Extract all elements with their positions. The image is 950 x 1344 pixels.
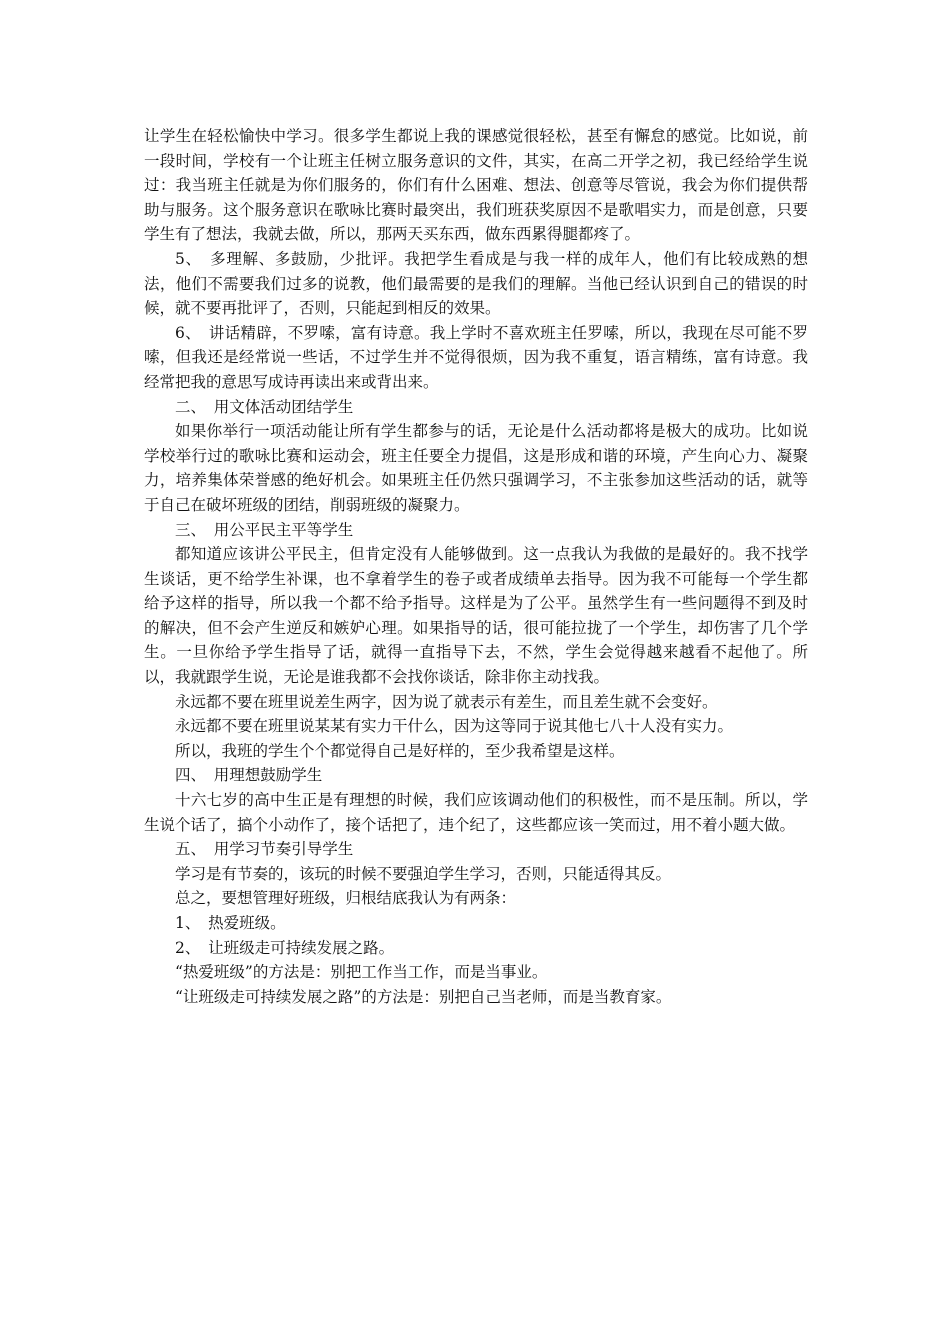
section-heading-4: 四、 用理想鼓励学生 [175, 766, 323, 785]
paragraph-section-4-body: 十六七岁的高中生正是有理想的时候，我们应该调动他们的积极性，而不是压制。所以，学生说个话了，搞个小动作了，接个话把了，违个纪了，这些都应该一笑而过，用不着小题大做。 [144, 791, 808, 834]
paragraph-1: 让学生在轻松愉快中学习。很多学生都说上我的课感觉很轻松，甚至有懈怠的感觉。比如说，前一段时间，学校有一个让班主任树立服务意识的文件，其实，在高二开学之初，我已经给学生说过：我当班主任就是为你们服务的，你们有什么困难、想法、创意等尽管说，我会为你们提供帮助与服务。这个服务意识在歌咏比赛时最突出，我们班获奖原因不是歌唱实力，而是创意，只要学生有了想法，我就去做，所以，那两天买东西，做东西累得腿都疼了。 [144, 127, 808, 244]
paragraph-section-2-body: 如果你举行一项活动能让所有学生都参与的话，无论是什么活动都将是极大的成功。比如说学校举行过的歌咏比赛和运动会，班主任要全力提倡，这是形成和谐的环境，产生向心力、凝聚力，培养集体荣誉感的绝好机会。如果班主任仍然只强调学习，不主张参加这些活动的话，就等于自己在破坏班级的团结，削弱班级的凝聚力。 [144, 422, 808, 514]
method-sustainable-development: “让班级走可持续发展之路”的方法是：别把自己当老师，而是当教育家。 [175, 987, 672, 1006]
paragraph-item-5: 5、 多理解、多鼓励，少批评。我把学生看成是与我一样的成年人，他们有比较成熟的想法，他们不需要我们过多的说教，他们最需要的是我们的理解。当他已经认识到自己的错误的时候，就不要再批评了，否则，只能起到相反的效果。 [144, 249, 808, 318]
document-page [144, 124, 808, 1009]
paragraph-conclusion-3: 所以，我班的学生个个都觉得自己是好样的，至少我希望是这样。 [175, 741, 625, 760]
paragraph-item-6: 6、 讲话精辟，不罗嗦，富有诗意。我上学时不喜欢班主任罗嗦，所以，我现在尽可能不罗嗦，但我还是经常说一些话，不过学生并不觉得很烦，因为我不重复，语言精练，富有诗意。我经常把我的意思写成诗再读出来或背出来。 [144, 323, 808, 391]
paragraph-section-5-body: 学习是有节奏的，该玩的时候不要强迫学生学习，否则，只能适得其反。 [175, 864, 672, 883]
summary-item-1: 1、 热爱班级。 [175, 914, 286, 932]
paragraph-section-3-body: 都知道应该讲公平民主，但肯定没有人能够做到。这一点我认为我做的是最好的。我不找学生谈话，更不给学生补课，也不拿着学生的卷子或者成绩单去指导。因为我不可能每一个学生都给予这样的指导，所以我一个都不给予指导。这样是为了公平。虽然学生有一些问题得不到及时的解决，但不会产生逆反和嫉妒心理。如果指导的话，很可能拉拢了一个学生，却伤害了几个学生。一旦你给予学生指导了话，就得一直指导下去，不然，学生会觉得越来越看不起他了。所以，我就跟学生说，无论是谁我都不会找你谈话，除非你主动找我。 [144, 545, 808, 687]
section-heading-2: 二、 用文体活动团结学生 [175, 397, 354, 416]
method-love-class: “热爱班级”的方法是：别把工作当工作，而是当事业。 [175, 963, 548, 982]
section-heading-5: 五、 用学习节奏引导学生 [175, 840, 354, 859]
paragraph-summary: 总之，要想管理好班级，归根结底我认为有两条： [175, 889, 517, 908]
summary-item-2: 2、 让班级走可持续发展之路。 [175, 938, 395, 957]
paragraph-no-poor-students: 永远都不要在班里说差生两字，因为说了就表示有差生，而且差生就不会变好。 [175, 692, 718, 711]
paragraph-no-praise-individual: 永远都不要在班里说某某有实力干什么，因为这等同于说其他七八十人没有实力。 [175, 717, 734, 736]
section-heading-3: 三、 用公平民主平等学生 [175, 520, 354, 539]
